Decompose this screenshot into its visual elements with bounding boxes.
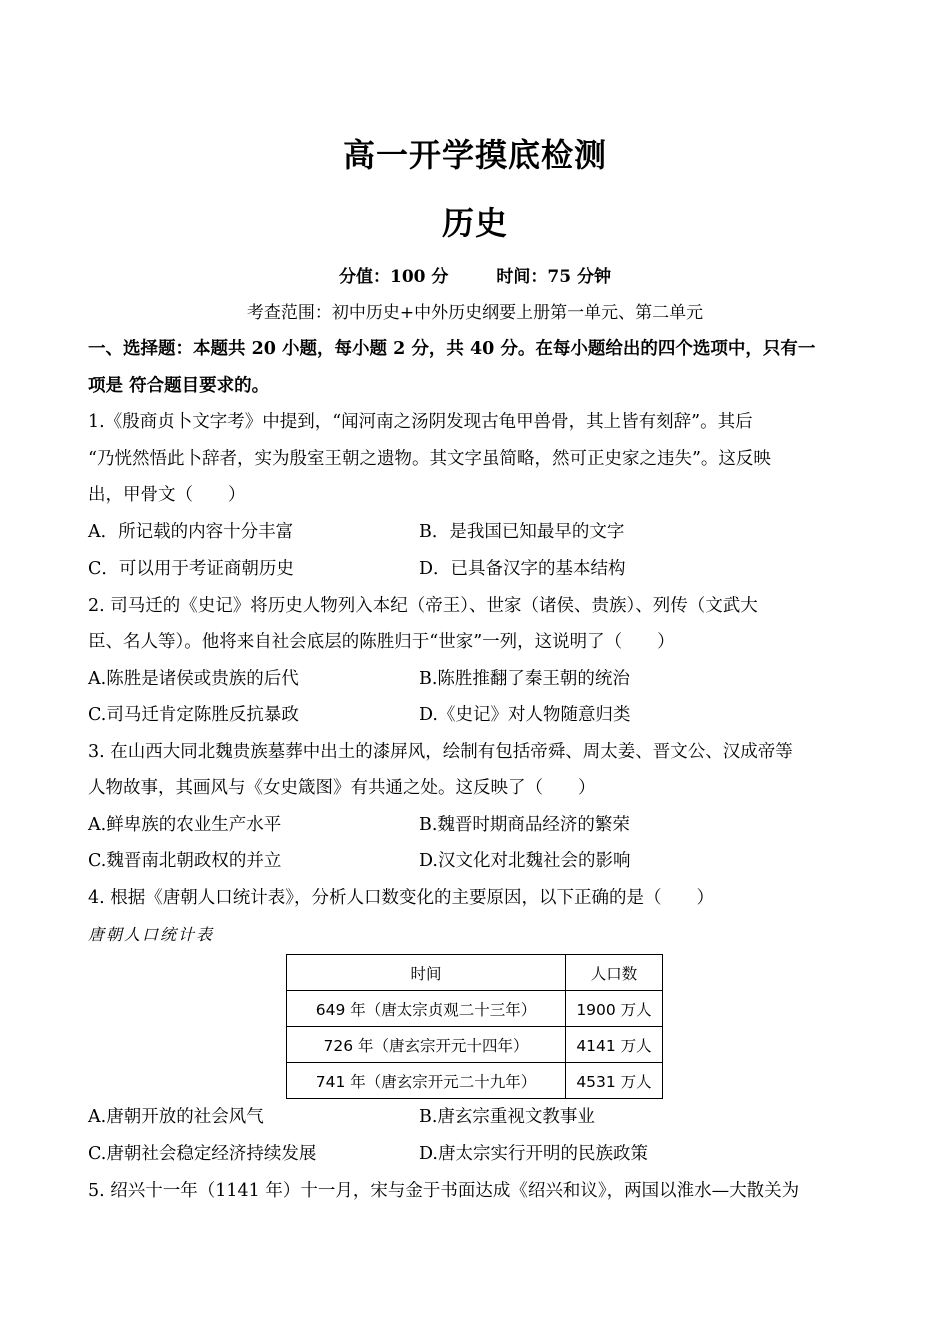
q1-stem-line-2: “乃恍然悟此卜辞者，实为殷室王朝之遗物。其文字虽简略，然可正史家之违失”。这反映 (88, 449, 771, 469)
table-cell-population: 1900 万人 (566, 991, 663, 1027)
time-text: 时间：75 分钟 (496, 267, 611, 287)
q2-option-a: A.陈胜是诸侯或贵族的后代 (88, 669, 299, 689)
score-time-line (0, 262, 950, 287)
q4-stem-line-1: 4. 根据《唐朝人口统计表》，分析人口数变化的主要原因，以下正确的是（ ） (88, 888, 715, 908)
q3-stem-line-1: 3. 在山西大同北魏贵族墓葬中出土的漆屏风，绘制有包括帝舜、周太姜、晋文公、汉成帝等 (88, 742, 793, 762)
table-cell-time: 649 年（唐太宗贞观二十三年） (287, 991, 566, 1027)
q4-option-a: A.唐朝开放的社会风气 (88, 1107, 264, 1127)
q1-stem-line-1: 1.《殷商贞卜文字考》中提到，“闻河南之汤阴发现古龟甲兽骨，其上皆有刻辞”。其后 (88, 412, 753, 432)
q3-option-b: B.魏晋时期商品经济的繁荣 (419, 815, 630, 835)
q4-option-d: D.唐太宗实行开明的民族政策 (419, 1144, 648, 1164)
q5-stem-line-1: 5. 绍兴十一年（1141 年）十一月，宋与金于书面达成《绍兴和议》，两国以淮水—大散关为 (88, 1181, 800, 1201)
q3-stem-line-2: 人物故事，其画风与《女史箴图》有共通之处。这反映了（ ） (88, 778, 596, 798)
q2-stem-line-2: 臣、名人等）。他将来自社会底层的陈胜归于“世家”一列，这说明了（ ） (88, 632, 675, 652)
table-row (287, 991, 663, 1027)
q1-option-b: B．是我国已知最早的文字 (419, 522, 625, 542)
q3-option-c: C.魏晋南北朝政权的并立 (88, 851, 282, 871)
q4-option-c: C.唐朝社会稳定经济持续发展 (88, 1144, 317, 1164)
table-row (287, 1063, 663, 1099)
table-cell-population: 4531 万人 (566, 1063, 663, 1099)
q2-option-d: D.《史记》对人物随意归类 (419, 705, 631, 725)
q3-option-a: A.鲜卑族的农业生产水平 (88, 815, 282, 835)
q1-option-a: A．所记载的内容十分丰富 (88, 522, 294, 542)
exam-title: 高一开学摸底检测 (342, 136, 607, 174)
subject-title: 历史 (441, 204, 508, 242)
table-row (287, 1027, 663, 1063)
table-header-row (287, 955, 663, 991)
q1-option-d: D．已具备汉字的基本结构 (419, 559, 626, 579)
q2-option-b: B.陈胜推翻了秦王朝的统治 (419, 669, 630, 689)
table-cell-population: 4141 万人 (566, 1027, 663, 1063)
table-cell-time: 726 年（唐玄宗开元十四年） (287, 1027, 566, 1063)
q3-option-d: D.汉文化对北魏社会的影响 (419, 851, 631, 871)
table-header-population: 人口数 (566, 955, 663, 991)
section-heading-line-2: 项是 符合题目要求的。 (88, 376, 270, 396)
population-table (286, 954, 663, 1099)
q2-option-c: C.司马迁肯定陈胜反抗暴政 (88, 705, 299, 725)
q1-option-c: C．可以用于考证商朝历史 (88, 559, 294, 579)
section-heading-line-1: 一、选择题：本题共 20 小题，每小题 2 分，共 40 分。在每小题给出的四个选项中，只有一 (88, 339, 816, 359)
table-header-time: 时间 (287, 955, 566, 991)
score-text: 分值：100 分 (339, 267, 449, 287)
table-caption: 唐朝人口统计表 (88, 925, 215, 944)
q2-stem-line-1: 2. 司马迁的《史记》将历史人物列入本纪（帝王）、世家（诸侯、贵族）、列传（文武大 (88, 596, 758, 616)
table-cell-time: 741 年（唐玄宗开元二十九年） (287, 1063, 566, 1099)
q4-option-b: B.唐玄宗重视文教事业 (419, 1107, 595, 1127)
q1-stem-line-3: 出，甲骨文（ ） (88, 485, 246, 505)
exam-scope: 考查范围：初中历史+中外历史纲要上册第一单元、第二单元 (246, 303, 704, 323)
